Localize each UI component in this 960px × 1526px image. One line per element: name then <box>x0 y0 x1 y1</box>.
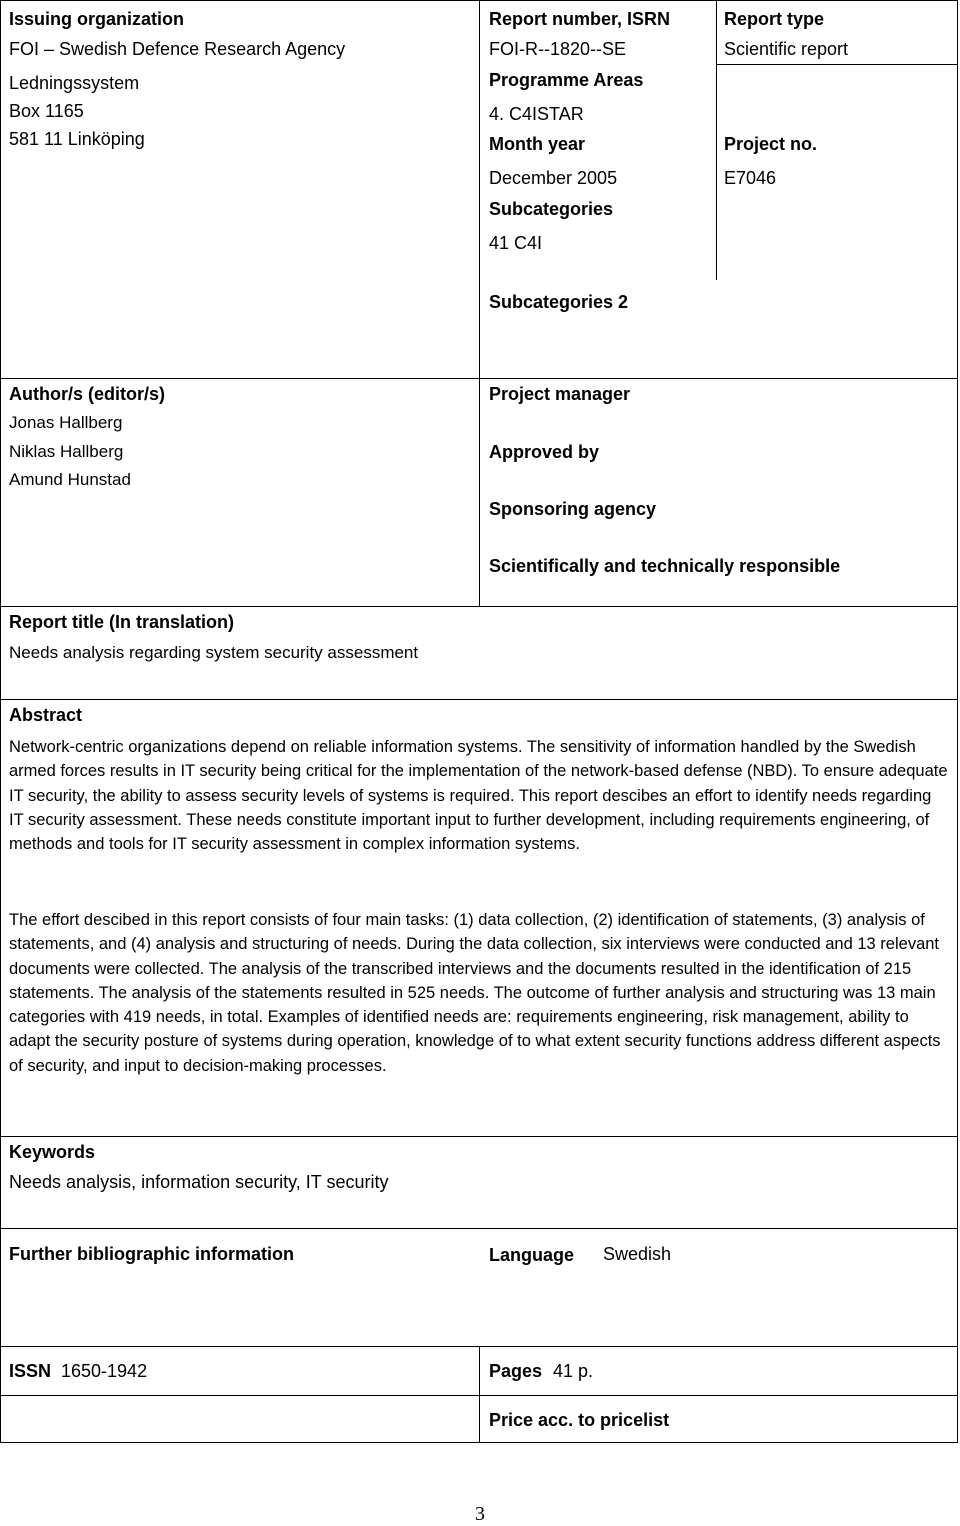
project-no-label: Project no. <box>724 134 818 154</box>
keywords-label: Keywords <box>9 1142 96 1162</box>
report-type-value: Scientific report <box>724 39 849 59</box>
programme-areas-value: 4. C4ISTAR <box>489 104 584 124</box>
language-value: Swedish <box>603 1244 672 1264</box>
rule-right <box>957 0 958 1443</box>
responsible-label: Scientifically and technically responsible <box>489 556 841 576</box>
authors-label: Author/s (editor/s) <box>9 384 165 404</box>
rule-abstract-top <box>0 699 958 700</box>
project-manager-label: Project manager <box>489 384 631 404</box>
subcategories-2-label: Subcategories 2 <box>489 292 629 312</box>
price-label: Price acc. to pricelist <box>489 1410 670 1430</box>
author-name: Niklas Hallberg <box>9 442 124 461</box>
rule-bibliographic-top <box>0 1228 958 1229</box>
keywords-value: Needs analysis, information security, IT security <box>9 1172 389 1192</box>
issn-label: ISSN <box>9 1361 52 1381</box>
abstract-paragraph: Network-centric organizations depend on reliable information systems. The sensitivity of information handled by the Swedish armed forces results in IT security being critical for the implementation of the network-based defense (NBD). To ensure adequate IT security, the ability to assess security levels of systems is required. This report descibes an effort to identify needs regarding IT security assessment. These needs constitute important input to further development, including requirements engineering, of methods and tools for IT security assessment in complex information systems. <box>9 738 948 854</box>
month-year-value: December 2005 <box>489 168 618 188</box>
rule-keywords-top <box>0 1136 958 1137</box>
issuing-organization-label: Issuing organization <box>9 9 185 29</box>
sponsoring-agency-label: Sponsoring agency <box>489 499 657 519</box>
language-label: Language <box>489 1245 575 1265</box>
rule-col-b <box>716 0 717 280</box>
programme-areas-label: Programme Areas <box>489 70 644 90</box>
subcategories-value: 41 C4I <box>489 233 543 253</box>
report-title-value: Needs analysis regarding system security assessment <box>9 643 419 662</box>
rule-col-c <box>479 1346 480 1443</box>
report-type-label: Report type <box>724 9 825 29</box>
rule-project-top <box>716 64 958 65</box>
approved-by-label: Approved by <box>489 442 600 462</box>
pages-label: Pages <box>489 1361 543 1381</box>
issuing-organization-line: 581 11 Linköping <box>9 129 145 149</box>
rule-left <box>0 0 1 1443</box>
report-number-label: Report number, ISRN <box>489 9 671 29</box>
project-no-value: E7046 <box>724 168 777 188</box>
pages-value: 41 p. <box>553 1361 594 1381</box>
rule-col-a <box>479 0 480 607</box>
abstract-label: Abstract <box>9 705 83 725</box>
author-name: Jonas Hallberg <box>9 413 123 432</box>
page-number: 3 <box>475 1503 485 1525</box>
issuing-organization-line: FOI – Swedish Defence Research Agency <box>9 39 346 59</box>
report-number-value: FOI-R--1820--SE <box>489 39 627 59</box>
issn-value: 1650-1942 <box>61 1361 148 1381</box>
subcategories-label: Subcategories <box>489 199 614 219</box>
report-title-label: Report title (In translation) <box>9 612 234 632</box>
issuing-organization-line: Box 1165 <box>9 101 84 121</box>
further-bibliographic-label: Further bibliographic information <box>9 1244 294 1264</box>
month-year-label: Month year <box>489 134 586 154</box>
abstract-paragraph: The effort descibed in this report consists of four main tasks: (1) data collection, (2) identification of statements, (3) analysis of statements, and (4) analysis and structuring of needs. During the data collection, six interviews were conducted and 13 relevant documents were collected. The analysis of the transcribed interviews and the documents resulted in the identification of 215 statements. The analysis of the statements resulted in 525 needs. The outcome of further analysis and structuring was 13 main categories with 419 needs, in total. Examples of identified needs are: requirements engineering, risk management, ability to adapt the security posture of systems during operation, knowledge of to what extent security functions address different aspects of security, and input to decision-making processes. <box>9 911 941 1075</box>
author-name: Amund Hunstad <box>9 470 131 489</box>
issuing-organization-line: Ledningssystem <box>9 73 140 93</box>
